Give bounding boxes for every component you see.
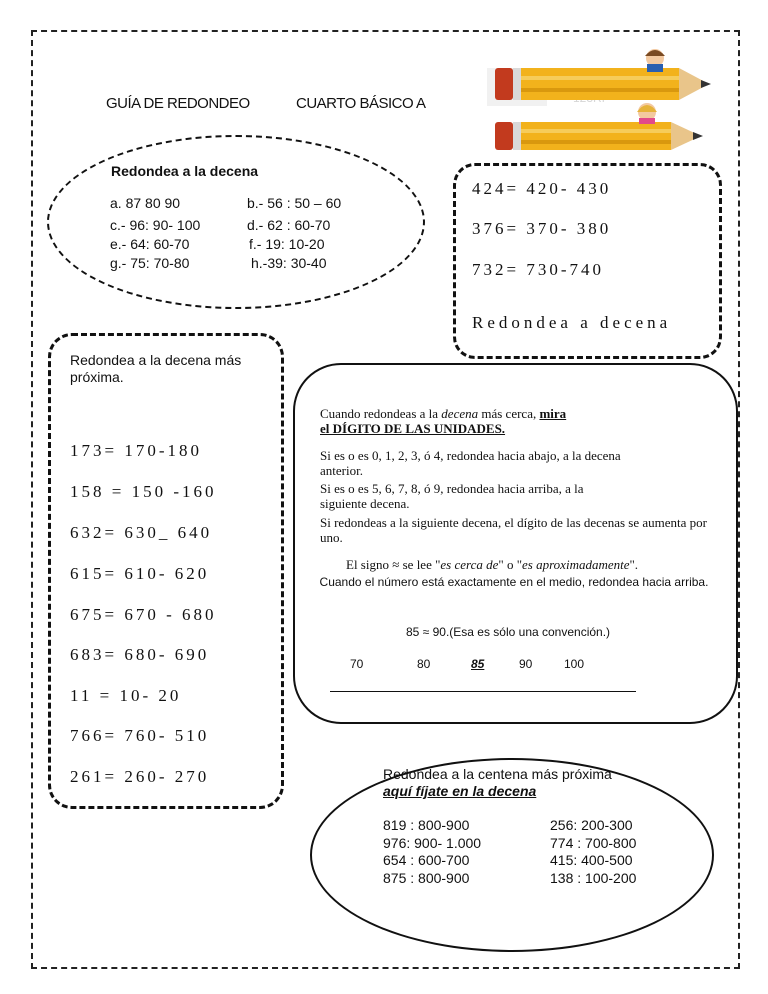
number-line-100: 100 [564, 657, 585, 671]
sign-mid: " o " [498, 557, 523, 572]
sign-em1: es cerca de [440, 557, 499, 572]
answer-732: 732= 730-740 [472, 260, 604, 279]
number-line-85: 85 [471, 657, 485, 671]
sign-post: ". [629, 557, 639, 572]
number-line-80: 80 [417, 657, 431, 671]
centena-item: 415: 400-500 [550, 852, 633, 868]
exercise-g: g.- 75: 70-80 [110, 255, 190, 271]
calc-item: 11 = 10- 20 [70, 686, 182, 705]
centena-item: 138 : 100-200 [550, 870, 637, 886]
centena-item: 875 : 800-900 [383, 870, 470, 886]
intro-text-post: más cerca, [478, 406, 540, 421]
centena-item: 774 : 700-800 [550, 835, 637, 851]
centena-item: 654 : 600-700 [383, 852, 470, 868]
exercise-h: h.-39: 30-40 [251, 255, 327, 271]
answer-376: 376= 370- 380 [472, 219, 612, 238]
calc-item: 261= 260- 270 [70, 767, 210, 786]
explanation-intro [320, 406, 640, 436]
rule-increase-tens: Si redondeas a la siguiente decena, el dígito de las decenas se aumenta por uno. [320, 515, 707, 545]
intro-text: Cuando redondeas a la [320, 406, 442, 421]
intro-mira: mira [539, 406, 567, 421]
exercise-f: f.- 19: 10-20 [249, 236, 325, 252]
exercise-c: c.- 96: 90- 100 [110, 217, 201, 233]
grade-label: CUARTO BÁSICO A [296, 95, 426, 112]
exercise-e: e.- 64: 60-70 [110, 236, 190, 252]
centena-title: Redondea a la centena más próxima [383, 766, 612, 782]
calc-item: 615= 610- 620 [70, 564, 210, 583]
calc-item: 683= 680- 690 [70, 645, 210, 664]
exercise-b: b.- 56 : 50 – 60 [247, 195, 342, 211]
number-line-90: 90 [519, 657, 533, 671]
calc-item: 158 = 150 -160 [70, 482, 217, 501]
centena-subtitle: aquí fíjate en la decena [383, 783, 537, 799]
exercise-d: d.- 62 : 60-70 [247, 217, 331, 233]
rule-round-up: Si es o es 5, 6, 7, 8, ó 9, redondea hacia arriba, a la siguiente decena. [320, 481, 584, 511]
centena-item: 976: 900- 1.000 [383, 835, 482, 851]
example-85: 85 ≈ 90.(Esa es sólo una convención.) [406, 625, 611, 639]
centena-item: 819 : 800-900 [383, 817, 470, 833]
calc-item: 632= 630_ 640 [70, 523, 213, 542]
answer-424: 424= 420- 430 [472, 179, 612, 198]
calc-item: 173= 170-180 [70, 441, 202, 460]
number-line-70: 70 [350, 657, 364, 671]
sign-text: El signo ≈ se lee " [346, 557, 441, 572]
calc-item: 675= 670 - 680 [70, 605, 217, 624]
midpoint-rule: Cuando el número está exactamente en el medio, redondea hacia arriba. [319, 575, 709, 589]
calc-item: 766= 760- 510 [70, 726, 210, 745]
intro-emphasis: decena [441, 406, 479, 421]
decena-ellipse-title: Redondea a la decena [111, 163, 259, 179]
rule-round-down: Si es o es 0, 1, 2, 3, ó 4, redondea hacia abajo, a la decena anterior. [320, 448, 621, 478]
decena-ellipse [47, 135, 425, 309]
intro-digit-label: el DÍGITO DE LAS UNIDADES. [320, 421, 506, 436]
box-right-footer: Redondea a decena [472, 313, 672, 332]
sign-em2: es aproximadamente [522, 557, 630, 572]
box-left-heading: Redondea a la decena más próxima. [70, 352, 242, 385]
pencils-illustration [487, 46, 719, 154]
number-line [330, 691, 636, 692]
centena-item: 256: 200-300 [550, 817, 633, 833]
page-title: GUÍA DE REDONDEO [106, 95, 250, 112]
exercise-a: a. 87 80 90 [110, 195, 181, 211]
approx-sign-note [346, 557, 638, 572]
